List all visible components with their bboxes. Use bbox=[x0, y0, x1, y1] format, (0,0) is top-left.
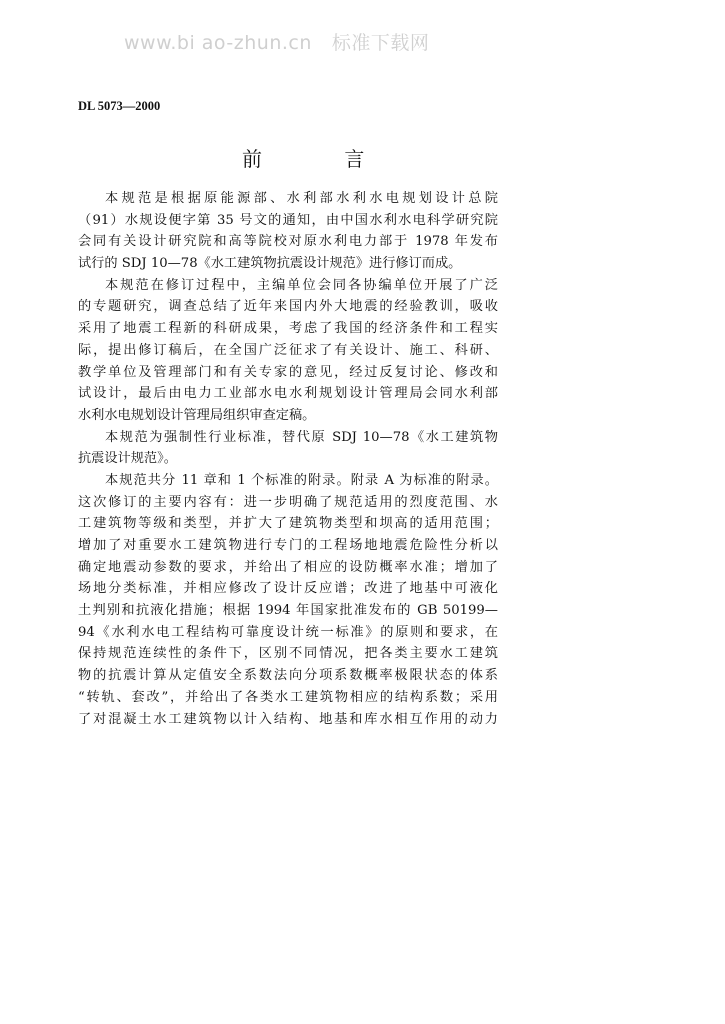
preface-body bbox=[78, 188, 498, 730]
paragraph-line: 本规范是根据原能源部、水利部水利水电规划设计总院 bbox=[105, 191, 498, 206]
paragraph-line: 水利水电规划设计管理局组织审查定稿。 bbox=[78, 407, 316, 423]
paragraph-line: 会同有关设计研究院和高等院校对原水利电力部于 1978 年发布 bbox=[78, 234, 498, 250]
paragraph-line: 了对混凝土水工建筑物以计入结构、地基和库水相互作用的动力 bbox=[78, 711, 498, 727]
watermark-site-name: 标准下载网 bbox=[331, 32, 430, 54]
watermark bbox=[124, 28, 429, 55]
paragraph-line: 试设计，最后由电力工业部水电水利规划设计管理局会同水利部 bbox=[78, 386, 498, 402]
paragraph-line: 场地分类标准，并相应修改了设计反应谱；改进了地基中可液化 bbox=[78, 581, 498, 597]
paragraph-line: 这次修订的主要内容有：进一步明确了规范适用的烈度范围、水 bbox=[78, 494, 498, 510]
document-code: DL 5073—2000 bbox=[78, 99, 161, 113]
paragraph-line: 的专题研究，调查总结了近年来国内外大地震的经验教训，吸收 bbox=[78, 299, 498, 315]
paragraph-line: “转轨、套改”，并给出了各类水工建筑物相应的结构系数；采用 bbox=[78, 689, 498, 705]
paragraph-line: 教学单位及管理部门和有关专家的意见，经过反复讨论、修改和 bbox=[78, 364, 498, 380]
paragraph-line: 本规范为强制性行业标准，替代原 SDJ 10—78《水工建筑物 bbox=[105, 429, 498, 445]
paragraph-line: 试行的 SDJ 10—78《水工建筑物抗震设计规范》进行修订而成。 bbox=[78, 256, 462, 272]
paragraph-line: 抗震设计规范》。 bbox=[78, 451, 177, 467]
paragraph-line: 际，提出修订稿后，在全国广泛征求了有关设计、施工、科研、 bbox=[78, 342, 498, 358]
paragraph-line: 采用了地震工程新的科研成果，考虑了我国的经济条件和工程实 bbox=[78, 321, 498, 337]
paragraph-line: 土判别和抗液化措施；根据 1994 年国家批准发布的 GB 50199— bbox=[78, 603, 498, 619]
paragraph-line: 工建筑物等级和类型，并扩大了建筑物类型和坝高的适用范围； bbox=[78, 516, 498, 532]
paragraph-line: 本规范共分 11 章和 1 个标准的附录。附录 A 为标准的附录。 bbox=[105, 472, 498, 488]
watermark-url: www.bi ao-zhun.cn bbox=[124, 32, 312, 54]
paragraph-line: 94《水利水电工程结构可靠度设计统一标准》的原则和要求，在 bbox=[78, 624, 498, 640]
paragraph-line: 确定地震动参数的要求，并给出了相应的设防概率水准；增加了 bbox=[78, 559, 498, 575]
page-title: 前 言 bbox=[242, 147, 403, 171]
paragraph-line: （91）水规设便字第 35 号文的通知，由中国水利水电科学研究院 bbox=[78, 212, 498, 228]
paragraph-line: 增加了对重要水工建筑物进行专门的工程场地地震危险性分析以 bbox=[78, 538, 498, 553]
paragraph-line: 保持规范连续性的条件下，区别不同情况，把各类主要水工建筑 bbox=[78, 646, 498, 662]
paragraph-line: 本规范在修订过程中，主编单位会同各协编单位开展了广泛 bbox=[105, 277, 498, 293]
paragraph-line: 物的抗震计算从定值安全系数法向分项系数概率极限状态的体系 bbox=[78, 668, 498, 684]
